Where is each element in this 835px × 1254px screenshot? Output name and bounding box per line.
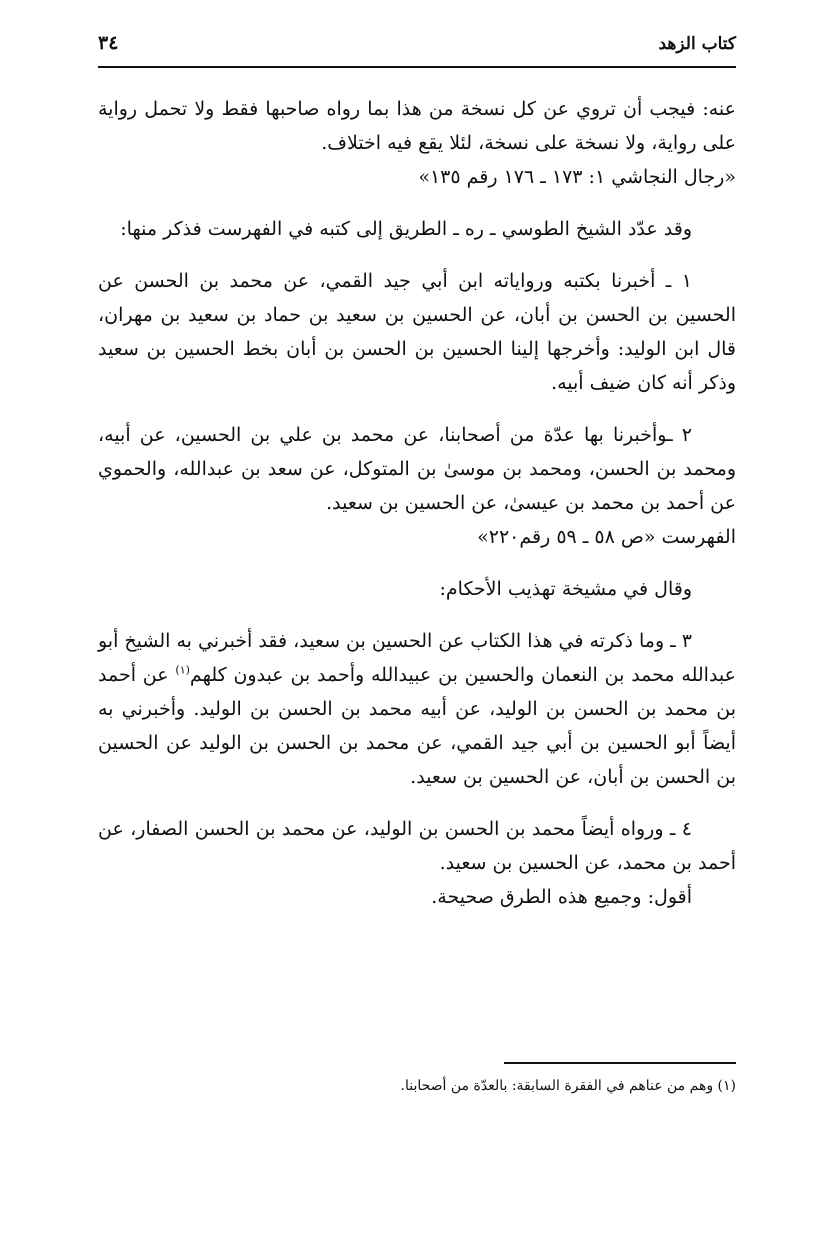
paragraph-7: ٤ ـ ورواه أيضاً محمد بن الحسن بن الوليد، عن محمد بن الحسن الصفار، عن أحمد بن محمد، عن الحسين بن سعيد.	[98, 818, 736, 874]
paragraph-1: عنه: فيجب أن تروي عن كل نسخة من هذا بما رواه صاحبها فقط ولا تحمل رواية على رواية، ولا نسخة على نسخة، لئلا يقع فيه اختلاف.	[98, 98, 736, 154]
paragraph-4: ٢ ـوأخبرنا بها عدّة من أصحابنا، عن محمد بن علي بن الحسين، عن أبيه، ومحمد بن الحسن، ومحمد بن موسىٰ بن المتوكل، عن سعد بن عبدالله، والحموي عن أحمد بن محمد بن عيسىٰ، عن الحسين بن سعيد.	[98, 424, 736, 514]
footnote: (١) وهم من عناهم في الفقرة السابقة: بالعدّة من أصحابنا.	[400, 1078, 736, 1094]
paragraph-3: ١ ـ أخبرنا بكتبه ورواياته ابن أبي جيد القمي، عن محمد بن الحسن عن الحسين بن الحسن بن أبان، عن الحسين بن سعيد بن حماد بن سعيد بن مهران، قال ابن الوليد: وأخرجها إلينا الحسين بن الحسن بن أبان بخط الحسين بن سعيد وذكر أنه كان ضيف أبيه.	[98, 270, 736, 394]
page-number: ٣٤	[98, 32, 119, 54]
main-text	[98, 92, 736, 914]
paragraph-6-part-a: ٣ ـ وما ذكرته في هذا الكتاب عن الحسين بن سعيد، فقد أخبرني به الشيخ أبو عبدالله محمد بن النعمان والحسين بن عبيدالله وأحمد بن عبدون كلهم	[97, 630, 736, 686]
footnote-divider	[504, 1062, 736, 1064]
citation-fihrist: الفهرست «ص ٥٨ ـ ٥٩ رقم٢٢٠»	[477, 526, 736, 548]
book-title: كتاب الزهد	[658, 34, 736, 54]
paragraph-8: أقول: وجميع هذه الطرق صحيحة.	[431, 886, 692, 908]
citation-najashi: «رجال النجاشي ١: ١٧٣ ـ ١٧٦ رقم ١٣٥»	[418, 166, 736, 188]
paragraph-2: وقد عدّد الشيخ الطوسي ـ ره ـ الطريق إلى كتبه في الفهرست فذكر منها:	[120, 218, 692, 240]
paragraph-6	[98, 624, 736, 794]
footnote-marker: (١)	[175, 663, 190, 677]
running-header	[98, 28, 736, 64]
paragraph-6-part-b: عن أحمد بن محمد بن الحسن بن الوليد، عن أبيه محمد بن الحسن بن الوليد. وأخبرني به أيضاً أبو الحسين بن أبي جيد القمي، عن محمد بن الحسن بن الوليد عن الحسين بن الحسن بن أبان، عن الحسين بن سعيد.	[98, 664, 736, 788]
paragraph-5: وقال في مشيخة تهذيب الأحكام:	[439, 578, 692, 600]
header-divider	[98, 66, 736, 68]
